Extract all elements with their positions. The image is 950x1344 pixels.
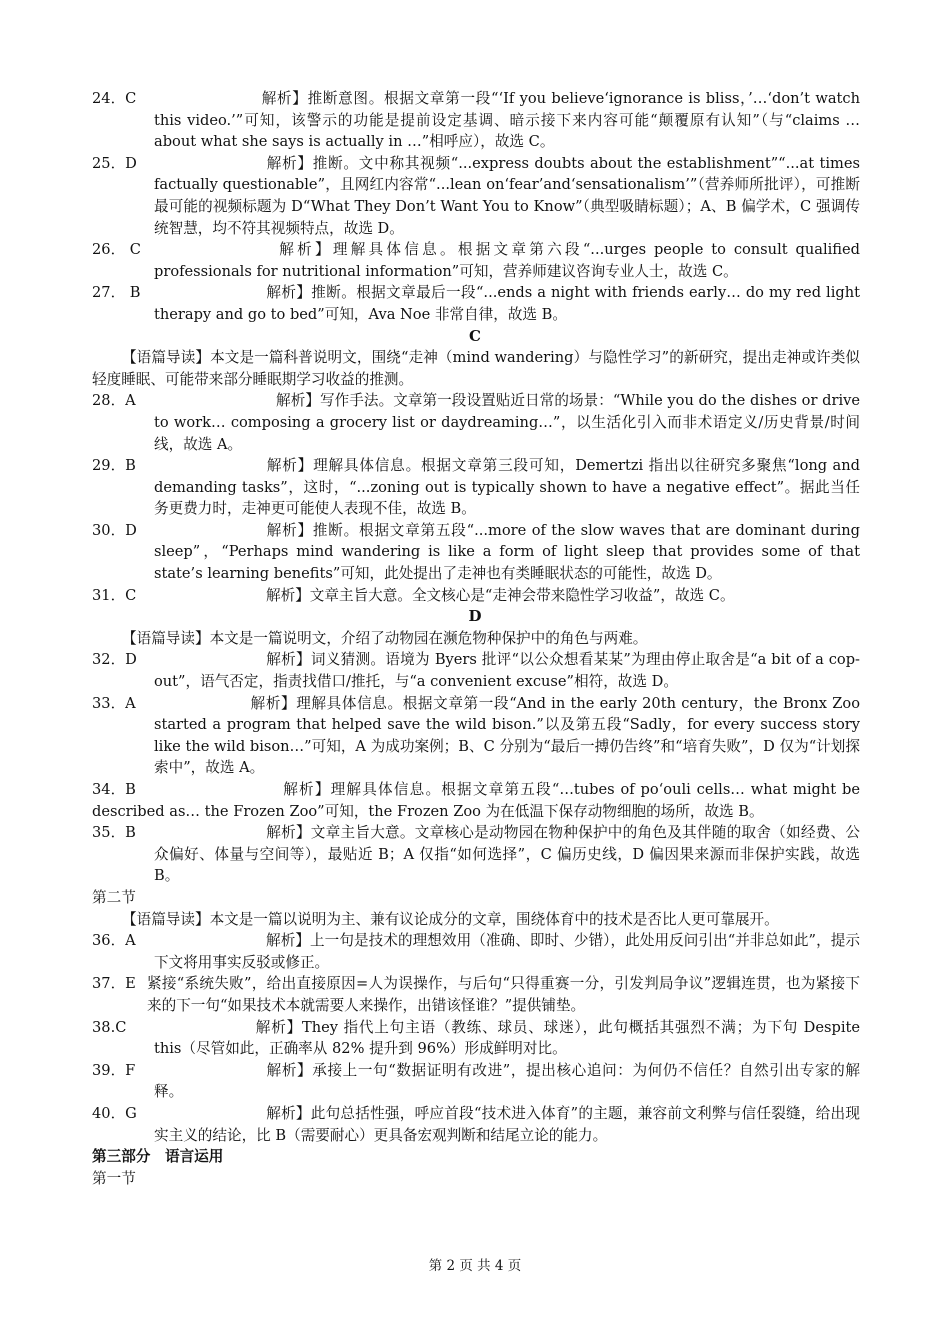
- answer-item-34: [92, 779, 860, 822]
- item-number: 32．D: [92, 651, 137, 669]
- item-explanation: 解析】此句总括性强，呼应首段“技术进入体育”的主题，兼容前文利弊与信任裂缝，给出现实主义的结论，比 B（需要耐心）更具备宏观判断和结尾立论的能力。: [154, 1104, 860, 1144]
- item-explanation: 解析】文章主旨大意。全文核心是“走神会带来隐性学习收益”，故选 C。: [266, 586, 735, 604]
- part-3-subsection: 第一节: [92, 1169, 136, 1187]
- answer-item-36: [92, 930, 860, 973]
- section-2-label: 第二节: [92, 888, 136, 906]
- item-explanation: 解析】理解具体信息。根据文章第五段“…tubes of po‘ouli cells… what might be described as… the Frozen Zoo”可知，the Frozen Zoo 为在低温下保存动物细胞的场所，故选 B。: [92, 781, 860, 820]
- answer-item-35: [92, 822, 860, 887]
- item-explanation: 解析】推断。根据文章最后一段“...ends a night with friends early… do my red light therapy and go to bed”可知，Ava Noe 非常自律，故选 B。: [154, 284, 860, 323]
- section-c-intro: 【语篇导读】本文是一篇科普说明文，围绕“走神（mind wandering）与隐性学习”的新研究，提出走神或许类似轻度睡眠、可能带来部分睡眠期学习收益的推测。: [92, 349, 860, 388]
- item-explanation: 解析】理解具体信息。根据文章第六段“...urges people to consult qualified professionals for nutritional information”可知，营养师建议咨询专业人士，故选 C。: [154, 241, 860, 280]
- item-number: 26． C: [92, 241, 141, 259]
- item-explanation: 解析】推断。文中称其视频“...express doubts about the establishment”“...at times factually questionable”，且网红内容常“...lean on‘fear’and‘sensationalism’”（营养师所批评），可推断最可能的视频标题为 D“What They Don’t Want You to Know”（典型吸睛标题）；A、B 偏学术，C 强调传统智慧，均不符其视频特点，故选 D。: [154, 154, 860, 237]
- answer-item-38: [92, 1017, 860, 1060]
- item-number: 31．C: [92, 586, 137, 604]
- answer-item-39: [92, 1060, 860, 1103]
- item-explanation: 解析】推断。根据文章第五段“...more of the slow waves that are dominant during sleep”，“Perhaps mind wandering is like a form of light sleep that provides some of that state’s learning benefits”可知，此处提出了走神也有类睡眠状态的可能性，故选 D。: [154, 521, 860, 583]
- item-explanation: 解析】上一句是技术的理想效用（准确、即时、少错），此处用反问引出“并非总如此”，提示下文将用事实反驳或修正。: [154, 932, 860, 971]
- item-number: 37．E: [92, 975, 136, 993]
- document-page: [0, 88, 950, 1189]
- item-number: 24．C: [92, 90, 137, 107]
- answer-item-37: [92, 973, 860, 1016]
- item-number: 36．A: [92, 932, 136, 950]
- answer-item-25: [92, 153, 860, 239]
- section-d-intro: 【语篇导读】本文是一篇说明文，介绍了动物园在濒危物种保护中的角色与两难。: [122, 629, 648, 647]
- section-heading-c: C: [469, 326, 481, 345]
- item-number: 39．F: [92, 1061, 136, 1079]
- part-3-title: 第三部分 语言运用: [92, 1148, 224, 1166]
- section-2-intro: 【语篇导读】本文是一篇以说明为主、兼有议论成分的文章，围绕体育中的技术是否比人更可靠展开。: [122, 910, 779, 928]
- item-explanation: 解析】理解具体信息。根据文章第三段可知，Demertzi 指出以往研究多聚焦“long and demanding tasks”，这时，“...zoning out is typically shown to have a negative effect”。据此当任务更费力时，走神更可能使人表现不佳，故选 B。: [154, 457, 860, 518]
- item-explanation: 解析】承接上一句“数据证明有改进”，提出核心追问：为何仍不信任？自然引出专家的解释。: [154, 1061, 860, 1101]
- item-number: 38.C: [92, 1018, 127, 1036]
- item-number: 40．G: [92, 1104, 137, 1122]
- page-footer: 第 2 页 共 4 页: [428, 1258, 522, 1274]
- item-number: 33．A: [92, 694, 136, 712]
- item-number: 29．B: [92, 457, 136, 475]
- answer-item-33: [92, 693, 860, 779]
- answer-item-30: [92, 520, 860, 585]
- item-number: 35．B: [92, 824, 136, 842]
- item-explanation: 解析】They 指代上句主语（教练、球员、球迷），此句概括其强烈不满；为下句 Despite this（尽管如此，正确率从 82% 提升到 96%）形成鲜明对比。: [154, 1018, 860, 1058]
- item-explanation: 解析】写作手法。文章第一段设置贴近日常的场景：“While you do the dishes or drive to work… composing a grocery list or daydreaming…”，以生活化引入而非术语定义/历史背景/时间线，故选 A。: [154, 392, 860, 453]
- item-explanation: 解析】推断意图。根据文章第一段“‘If you believe‘ignorance is bliss，’…‘don’t watch this video.’”可知，该警示的功能是提前设定基调、暗示接下来内容可能“颠覆原有认知”（与“claims … about what she says is actually in …”相呼应），故选 C。: [154, 90, 860, 151]
- answer-item-26: [92, 239, 860, 282]
- item-number: 28．A: [92, 392, 136, 410]
- item-explanation: 解析】词义猜测。语境为 Byers 批评“以公众想看某某”为理由停止取舍是“a bit of a cop-out”，语气否定，指责找借口/推托，与“a convenient excuse”相符，故选 D。: [154, 651, 860, 691]
- answer-item-32: [92, 649, 860, 692]
- item-explanation: 紧接“系统失败”，给出直接原因=人为误操作，与后句“只得重赛一分，引发判局争议”逻辑连贯，也为紧接下来的下一句“如果技术本就需要人来操作，出错该怪谁？”提供铺垫。: [147, 975, 860, 1014]
- item-explanation: 解析】理解具体信息。根据文章第一段“And in the early 20th century，the Bronx Zoo started a program that helped save the wild bison.”以及第五段“Sadly，for every success story like the wild bison…”可知，A 为成功案例；B、C 分别为“最后一搏仍告终”和“培育失败”，D 仅为“计划探索中”，故选 A。: [154, 694, 860, 777]
- answer-item-31: [92, 585, 860, 607]
- item-number: 27． B: [92, 284, 141, 302]
- item-number: 30．D: [92, 521, 137, 539]
- item-explanation: 解析】文章主旨大意。文章核心是动物园在物种保护中的角色及其伴随的取舍（如经费、公众偏好、体量与空间等），最贴近 B；A 仅指“如何选择”，C 偏历史线，D 偏因果来源而非保护实践，故选 B。: [154, 824, 860, 885]
- section-heading-d: D: [468, 607, 482, 626]
- item-number: 34．B: [92, 781, 136, 798]
- answer-item-29: [92, 455, 860, 520]
- answer-item-28: [92, 390, 860, 455]
- answer-item-24: [92, 88, 860, 153]
- item-number: 25．D: [92, 154, 137, 172]
- answer-item-40: [92, 1103, 860, 1146]
- answer-item-27: [92, 282, 860, 325]
